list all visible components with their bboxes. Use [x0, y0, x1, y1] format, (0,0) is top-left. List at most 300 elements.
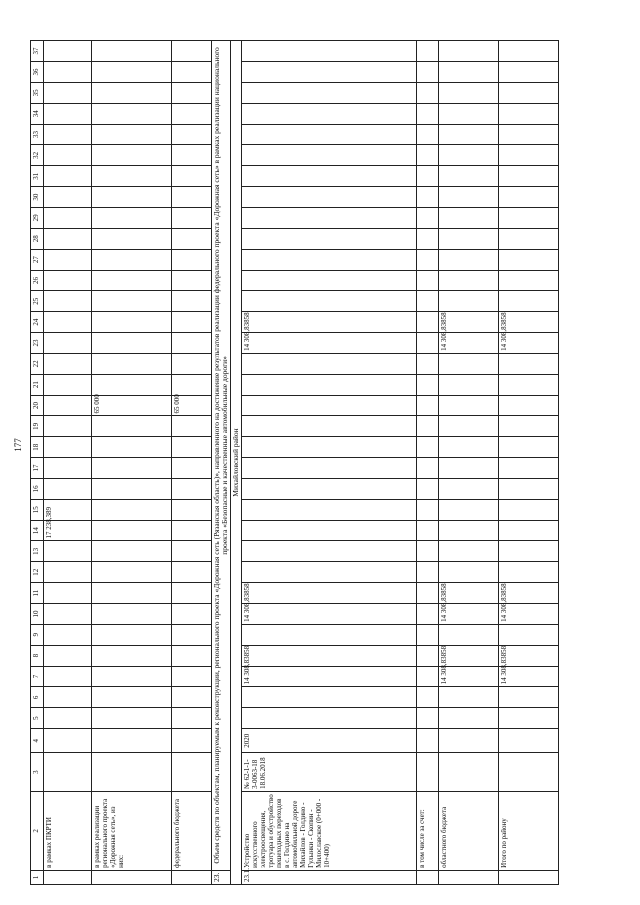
table-cell: 17 238,389: [44, 520, 92, 541]
column-number: 17: [31, 458, 44, 479]
table-cell: [44, 103, 92, 124]
column-number: 13: [31, 541, 44, 562]
table-cell: [44, 353, 92, 374]
table-cell: [44, 41, 92, 62]
table-cell: [172, 458, 212, 479]
table-cell: [417, 270, 439, 291]
table-cell: [44, 478, 92, 499]
table-cell: [439, 187, 499, 208]
table-cell: [439, 103, 499, 124]
column-number: 27: [31, 249, 44, 270]
table-cell: [172, 541, 212, 562]
district-row: [231, 41, 242, 885]
table-cell: [172, 753, 212, 791]
table-cell: федерального бюджета: [172, 791, 212, 870]
table-cell: Итого по району: [499, 791, 559, 870]
table-cell: [242, 583, 417, 604]
table-cell: [417, 645, 439, 666]
table-row: [439, 41, 499, 885]
table-cell: [417, 145, 439, 166]
table-cell: [172, 478, 212, 499]
table-cell: [92, 624, 172, 645]
table-cell: [92, 187, 172, 208]
column-number: 14: [31, 520, 44, 541]
table-row: [44, 41, 92, 885]
table-cell: [44, 416, 92, 437]
table-cell: [499, 753, 559, 791]
table-cell: [417, 624, 439, 645]
table-cell: [242, 62, 417, 83]
table-cell: [172, 520, 212, 541]
table-cell: [417, 562, 439, 583]
table-cell: [242, 41, 417, 62]
table-cell: [242, 520, 417, 541]
table-cell: [242, 645, 417, 666]
table-cell: [92, 870, 172, 884]
table-cell: [92, 478, 172, 499]
table-cell: [499, 41, 559, 62]
table-cell: [439, 499, 499, 520]
table-cell: [242, 624, 417, 645]
table-cell: [242, 249, 417, 270]
table-cell: [417, 41, 439, 62]
table-cell: [44, 624, 92, 645]
table-cell: [417, 687, 439, 708]
table-cell: [439, 41, 499, 62]
table-cell: 23.1.: [242, 870, 417, 884]
table-cell: [92, 166, 172, 187]
table-cell: [242, 708, 417, 729]
section-number: 23.: [212, 870, 231, 884]
table-cell: [242, 145, 417, 166]
table-cell: [242, 458, 417, 479]
table-cell: [44, 187, 92, 208]
table-cell: [499, 562, 559, 583]
column-number: 34: [31, 103, 44, 124]
table-cell: [44, 729, 92, 753]
column-number: 15: [31, 499, 44, 520]
table-cell: [417, 416, 439, 437]
table-cell: [172, 645, 212, 666]
table-cell: [172, 870, 212, 884]
table-cell: [439, 753, 499, 791]
table-cell: 65 000: [172, 395, 212, 416]
table-cell: [417, 228, 439, 249]
table-cell: [44, 62, 92, 83]
table-cell: [499, 541, 559, 562]
table-cell: [92, 291, 172, 312]
table-cell: [439, 82, 499, 103]
table-cell: [44, 166, 92, 187]
table-cell: [417, 353, 439, 374]
column-number: 29: [31, 208, 44, 229]
table-cell: [92, 208, 172, 229]
table-cell: [44, 645, 92, 666]
table-cell: [417, 729, 439, 753]
table-cell: [92, 333, 172, 354]
table-cell: [44, 249, 92, 270]
column-number: 16: [31, 478, 44, 499]
table-cell: [417, 166, 439, 187]
table-cell: [92, 666, 172, 687]
table-cell: [172, 333, 212, 354]
table-cell: [439, 374, 499, 395]
table-cell: [44, 753, 92, 791]
column-number: 20: [31, 395, 44, 416]
table-cell: [417, 395, 439, 416]
table-cell: 14 308,83858: [499, 333, 559, 354]
table-cell: [439, 270, 499, 291]
section-header-row: [212, 41, 231, 885]
table-cell: [92, 604, 172, 625]
table-cell: [44, 124, 92, 145]
column-number: 26: [31, 270, 44, 291]
column-number: 21: [31, 374, 44, 395]
table-cell: [44, 270, 92, 291]
table-cell: 14 308,83858: [242, 604, 417, 625]
table-cell: [417, 103, 439, 124]
column-number: 35: [31, 82, 44, 103]
table-cell: [499, 458, 559, 479]
table-cell: [417, 312, 439, 333]
table-cell: [92, 499, 172, 520]
table-cell: [44, 395, 92, 416]
table-cell: [499, 437, 559, 458]
table-cell: [44, 228, 92, 249]
table-cell: 14 308,83858: [439, 666, 499, 687]
table-cell: [242, 270, 417, 291]
table-cell: [44, 708, 92, 729]
table-cell: [417, 604, 439, 625]
column-number: 4: [31, 729, 44, 753]
table-cell: [44, 82, 92, 103]
table-cell: [172, 353, 212, 374]
table-cell: 14 308,83858: [499, 666, 559, 687]
table-cell: [172, 562, 212, 583]
table-cell: в том числе за счет:: [417, 791, 439, 870]
table-cell: [44, 583, 92, 604]
column-number: 3: [31, 753, 44, 791]
table-cell: [439, 208, 499, 229]
table-cell: [439, 729, 499, 753]
table-cell: 14 308,83858: [439, 333, 499, 354]
table-row: [172, 41, 212, 885]
table-cell: [92, 145, 172, 166]
table-cell: [417, 541, 439, 562]
table-cell: [172, 437, 212, 458]
table-cell: 14 308,83858: [242, 666, 417, 687]
table-cell: [499, 374, 559, 395]
table-cell: [172, 41, 212, 62]
table-cell: [499, 520, 559, 541]
column-number: 37: [31, 41, 44, 62]
table-cell: [499, 708, 559, 729]
table-cell: [172, 416, 212, 437]
table-cell: [92, 103, 172, 124]
table-cell: [242, 562, 417, 583]
table-cell: [172, 62, 212, 83]
table-cell: [92, 249, 172, 270]
column-number: 19: [31, 416, 44, 437]
column-number: 23: [31, 333, 44, 354]
table-cell: [499, 103, 559, 124]
table-cell: [242, 166, 417, 187]
table-cell: [172, 604, 212, 625]
table-cell: 2020: [242, 729, 417, 753]
table-cell: [417, 437, 439, 458]
column-number: 18: [31, 437, 44, 458]
table-cell: [439, 437, 499, 458]
table-cell: [242, 687, 417, 708]
table-cell: [92, 708, 172, 729]
table-cell: [499, 395, 559, 416]
column-number: 32: [31, 145, 44, 166]
table-cell: [417, 208, 439, 229]
table-cell: [172, 187, 212, 208]
table-cell: [499, 249, 559, 270]
table-cell: [439, 62, 499, 83]
table-cell: [417, 333, 439, 354]
table-cell: [417, 374, 439, 395]
table-cell: [499, 187, 559, 208]
table-cell: [92, 41, 172, 62]
table-cell: [499, 478, 559, 499]
table-cell: [417, 458, 439, 479]
table-cell: [439, 124, 499, 145]
table-cell: [92, 541, 172, 562]
table-cell: [172, 729, 212, 753]
column-number: 11: [31, 583, 44, 604]
table-cell: [242, 374, 417, 395]
column-number: 9: [31, 624, 44, 645]
table-cell: [92, 520, 172, 541]
table-cell: [172, 666, 212, 687]
table-cell: [439, 395, 499, 416]
table-cell: [417, 187, 439, 208]
table-cell: [499, 270, 559, 291]
table-cell: [172, 291, 212, 312]
rotated-table-container: [30, 40, 630, 885]
section-title: Объем средств по объектам, планируемым к реконструкции, регионального проекта «Дорожная сеть (Рязанская область)», направленного на достижение результатов реализации федерального проекта «Дорожная сеть» в рамках реализации национального проекта «Безопасные и качественные автомобильные дороги»: [212, 41, 231, 871]
table-cell: [44, 666, 92, 687]
table-row: [242, 41, 417, 885]
column-number: 1: [31, 870, 44, 884]
table-cell: [417, 249, 439, 270]
table-cell: [417, 291, 439, 312]
table-cell: [242, 395, 417, 416]
table-cell: [499, 291, 559, 312]
table-cell: [92, 458, 172, 479]
table-cell: [92, 374, 172, 395]
table-cell: [172, 145, 212, 166]
table-cell: [172, 312, 212, 333]
table-cell: [499, 870, 559, 884]
table-cell: [417, 478, 439, 499]
column-number: 8: [31, 645, 44, 666]
table-cell: [172, 208, 212, 229]
table-cell: [92, 228, 172, 249]
table-cell: [417, 520, 439, 541]
table-cell: [439, 708, 499, 729]
table-cell: 65 000: [92, 395, 172, 416]
table-cell: [44, 437, 92, 458]
table-cell: [92, 312, 172, 333]
table-cell: [439, 541, 499, 562]
table-row: [499, 41, 559, 885]
table-cell: [439, 478, 499, 499]
table-cell: [44, 562, 92, 583]
table-cell: [172, 583, 212, 604]
table-row: [92, 41, 172, 885]
table-cell: [439, 353, 499, 374]
table-cell: [172, 228, 212, 249]
table-cell: [499, 416, 559, 437]
table-cell: [92, 437, 172, 458]
table-cell: областного бюджета: [439, 791, 499, 870]
table-cell: [172, 249, 212, 270]
table-cell: [242, 353, 417, 374]
column-number: 5: [31, 708, 44, 729]
table-cell: [417, 753, 439, 791]
table-cell: [242, 478, 417, 499]
column-number: 7: [31, 666, 44, 687]
table-cell: [242, 291, 417, 312]
table-cell: [499, 166, 559, 187]
column-number: 25: [31, 291, 44, 312]
column-number: 30: [31, 187, 44, 208]
table-cell: Устройство искусственного электроосвещения, тротуара и обустройство пешеходных переходов в с. Голдино на автомобильной дороге Михайлов - Голдино - Гулынки - Скопин - Милославское (0+000 - 10+400): [242, 791, 417, 870]
column-number: 22: [31, 353, 44, 374]
table-cell: [92, 270, 172, 291]
table-cell: [439, 291, 499, 312]
table-cell: в рамках ПКРТИ: [44, 791, 92, 870]
table-cell: [242, 541, 417, 562]
table-cell: [172, 124, 212, 145]
table-cell: [92, 753, 172, 791]
table-cell: [242, 437, 417, 458]
table-cell: [92, 124, 172, 145]
table-cell: [44, 374, 92, 395]
table-cell: [439, 687, 499, 708]
table-cell: [439, 249, 499, 270]
table-cell: [439, 416, 499, 437]
table-cell: [499, 62, 559, 83]
column-number-row: [31, 41, 44, 885]
table-cell: [172, 708, 212, 729]
table-cell: [44, 208, 92, 229]
table-cell: [439, 228, 499, 249]
column-number: 33: [31, 124, 44, 145]
table-cell: [499, 124, 559, 145]
table-cell: [44, 291, 92, 312]
table-cell: [417, 666, 439, 687]
table-cell: [44, 333, 92, 354]
table-cell: [499, 499, 559, 520]
table-cell: [92, 562, 172, 583]
table-row: [417, 41, 439, 885]
table-cell: № 62-1-1-3-0063-18 18.06.2018: [242, 753, 417, 791]
table-cell: [242, 416, 417, 437]
table-cell: [92, 416, 172, 437]
table-cell: [499, 82, 559, 103]
table-cell: [44, 458, 92, 479]
table-cell: [439, 870, 499, 884]
table-cell: [172, 687, 212, 708]
table-cell: [499, 208, 559, 229]
table-cell: [499, 145, 559, 166]
table-cell: [92, 353, 172, 374]
table-cell: [172, 82, 212, 103]
table-cell: [417, 62, 439, 83]
table-cell: [172, 624, 212, 645]
table-cell: [172, 166, 212, 187]
column-number: 12: [31, 562, 44, 583]
column-number: 36: [31, 62, 44, 83]
table-cell: [417, 870, 439, 884]
column-number: 10: [31, 604, 44, 625]
table-cell: [44, 541, 92, 562]
table-cell: [439, 520, 499, 541]
table-cell: [92, 687, 172, 708]
table-cell: [439, 166, 499, 187]
table-cell: [417, 708, 439, 729]
table-cell: [439, 624, 499, 645]
column-number: 6: [31, 687, 44, 708]
table-cell: [44, 145, 92, 166]
table-cell: [242, 228, 417, 249]
table-cell: [172, 270, 212, 291]
table-cell: [499, 353, 559, 374]
table-cell: [242, 82, 417, 103]
table-cell: [44, 870, 92, 884]
table-cell: [499, 729, 559, 753]
table-cell: [92, 583, 172, 604]
table-cell: [172, 374, 212, 395]
table-cell: [44, 312, 92, 333]
table-cell: [242, 124, 417, 145]
table-cell: [439, 458, 499, 479]
table-cell: 14 308,83858: [242, 333, 417, 354]
table-cell: [417, 124, 439, 145]
table-cell: [92, 62, 172, 83]
budget-table: [30, 40, 559, 885]
table-cell: [499, 624, 559, 645]
column-number: 31: [31, 166, 44, 187]
table-cell: [417, 499, 439, 520]
column-number: 28: [31, 228, 44, 249]
table-cell: [417, 583, 439, 604]
table-cell: 14 308,83858: [439, 604, 499, 625]
table-cell: [499, 687, 559, 708]
table-cell: [439, 562, 499, 583]
table-cell: [242, 187, 417, 208]
table-cell: 14 308,83858: [499, 604, 559, 625]
district-name: Михайловский район: [231, 41, 242, 885]
table-cell: [44, 687, 92, 708]
column-number: 2: [31, 791, 44, 870]
table-cell: [242, 499, 417, 520]
page-number: 177: [13, 438, 23, 452]
table-cell: [439, 145, 499, 166]
table-cell: [242, 312, 417, 333]
table-cell: [417, 82, 439, 103]
column-number: 24: [31, 312, 44, 333]
table-cell: [92, 729, 172, 753]
table-cell: в рамках реализации регионального проекта «Дорожная сеть», из них:: [92, 791, 172, 870]
table-cell: [44, 604, 92, 625]
table-cell: [92, 645, 172, 666]
table-cell: [499, 228, 559, 249]
